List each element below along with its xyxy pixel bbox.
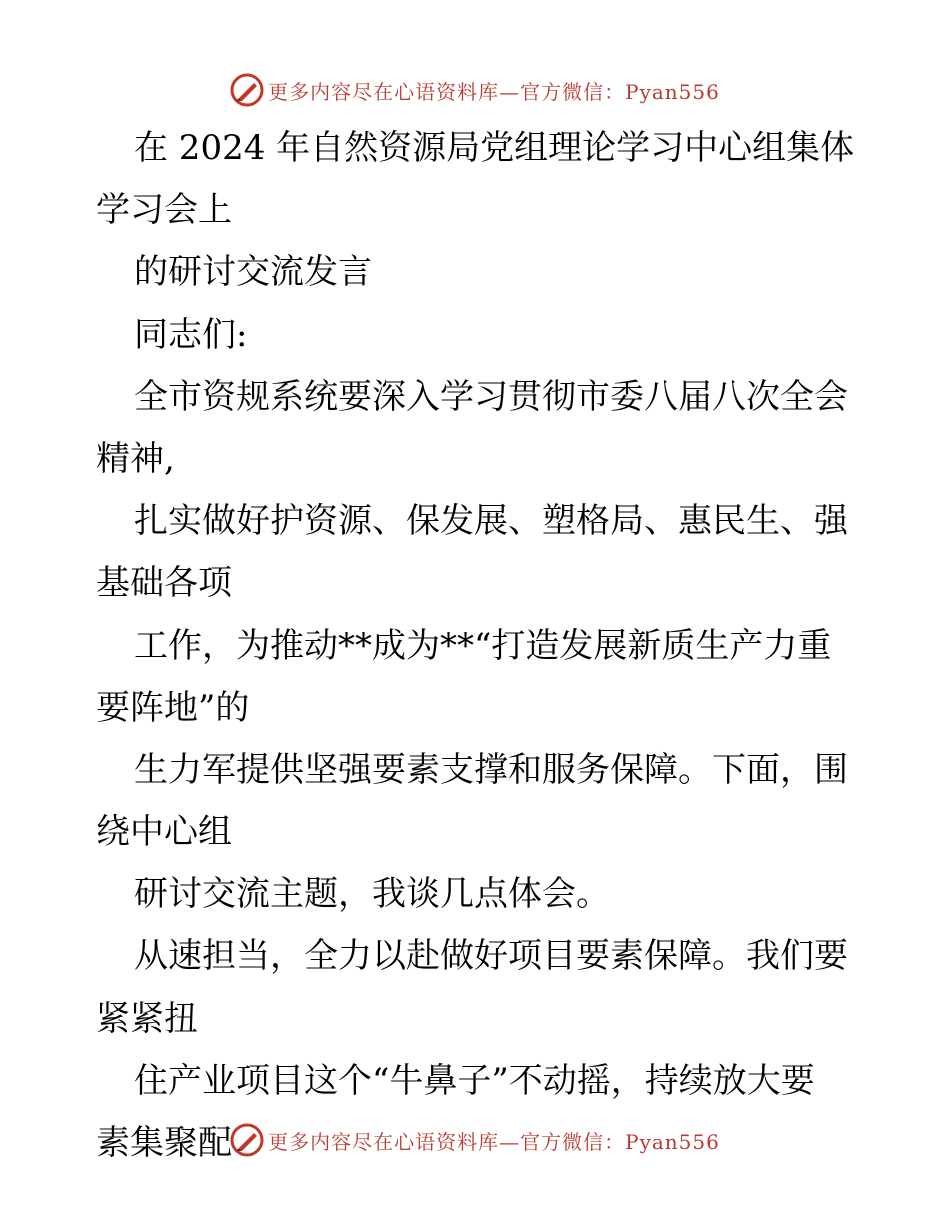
body-line: 在 2024 年自然资源局党组理论学习中心组集体: [134, 128, 855, 168]
body-line: 要阵地”的: [96, 687, 250, 728]
body-line: 素集聚配: [96, 1123, 232, 1163]
body-line: 基础各项: [96, 563, 232, 604]
body-line: 工作，为推动**成为**“打造发展新质生产力重: [134, 625, 832, 666]
body-line: 精神,: [96, 438, 175, 479]
body-line: 绕中心组: [96, 812, 232, 853]
body-line: 生力军提供坚强要素支撑和服务保障。下面，围: [134, 749, 848, 790]
body-line: 学习会上: [96, 190, 232, 231]
body-line: 扎实做好护资源、保发展、塑格局、惠民生、强: [134, 501, 848, 542]
pen-logo-icon: [230, 1123, 264, 1157]
document-body: [96, 117, 866, 1174]
body-line: 全市资规系统要深入学习贯彻市委八届八次全会: [134, 376, 848, 417]
body-line: 从速担当，全力以赴做好项目要素保障。我们要: [134, 936, 848, 977]
body-line: 的研讨交流发言: [134, 252, 372, 293]
header-banner: [0, 70, 950, 110]
body-line: 同志们:: [134, 314, 248, 355]
body-line: 研讨交流主题，我谈几点体会。: [134, 874, 610, 915]
body-line: 紧紧扭: [96, 998, 198, 1039]
header-banner-text: 更多内容尽在心语资料库—官方微信：Pyan556: [268, 79, 720, 104]
body-line: 住产业项目这个“牛鼻子”不动摇，持续放大要: [134, 1060, 815, 1101]
footer-banner: [0, 1120, 950, 1160]
footer-banner-text: 更多内容尽在心语资料库—官方微信：Pyan556: [268, 1129, 720, 1154]
pen-logo-icon: [230, 73, 264, 107]
